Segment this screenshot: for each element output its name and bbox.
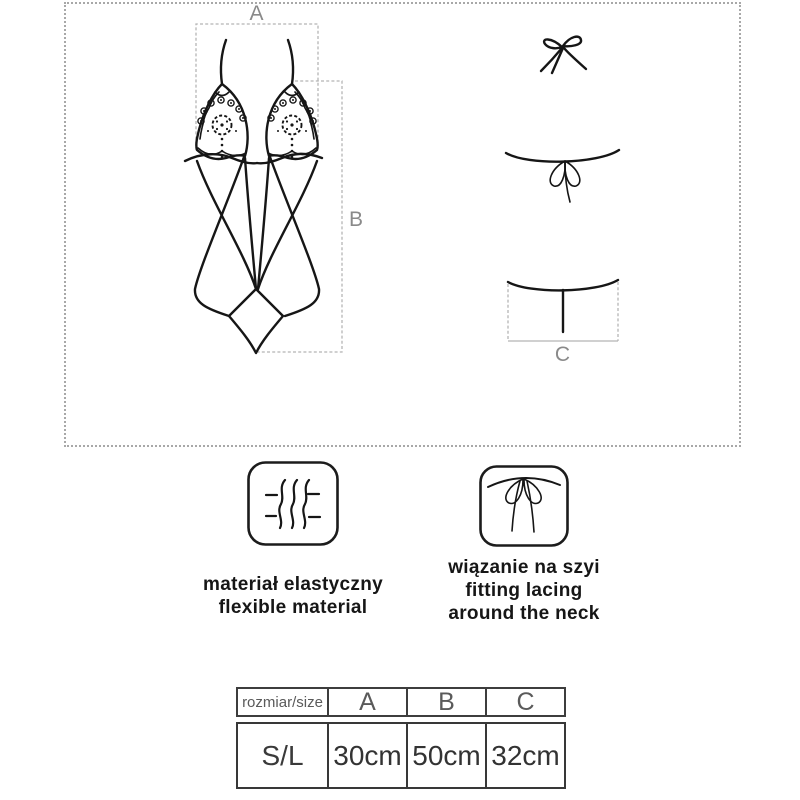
size-table-cell: 30cm [327, 724, 406, 787]
feature-caption-lacing [404, 556, 644, 625]
caption-line: around the neck [448, 603, 600, 624]
size-table-cell: 50cm [406, 724, 485, 787]
caption-line: wiązanie na szyi [448, 557, 600, 578]
size-table-header-cell: B [406, 689, 485, 715]
size-table-row [236, 722, 566, 789]
feature-caption-elastic [173, 573, 413, 619]
caption-line: flexible material [218, 597, 368, 618]
caption-line: materiał elastyczny [203, 574, 383, 595]
size-table-cell: 32cm [485, 724, 564, 787]
caption-line: fitting lacing [465, 580, 583, 601]
neck-tie-bow-icon [506, 150, 619, 202]
neck-lacing-icon [481, 467, 568, 546]
size-table-header [236, 687, 566, 717]
halter-bow-icon [541, 37, 586, 73]
measurement-label-b: B [349, 208, 365, 231]
measurement-label-a: A [249, 2, 265, 25]
size-table-header-cell: C [485, 689, 564, 715]
size-table-header-cell: rozmiar/size [242, 693, 323, 711]
measurement-label-c: C [554, 343, 572, 366]
bodysuit-drawing [185, 40, 322, 353]
size-table-header-cell: A [327, 689, 406, 715]
size-table-cell: S/L [261, 739, 304, 771]
elastic-material-icon [249, 463, 338, 545]
bottom-closure-icon [508, 280, 618, 341]
